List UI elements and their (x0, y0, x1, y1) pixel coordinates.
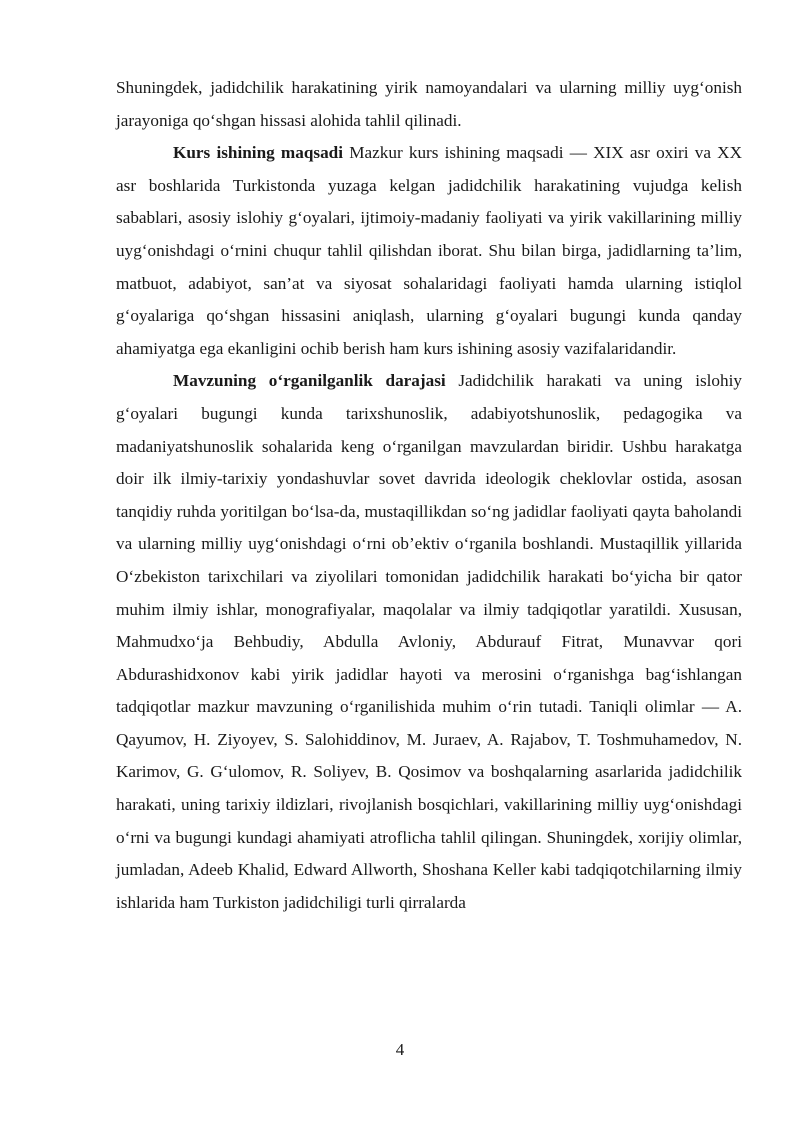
paragraph-intro-text: Shuningdek, jadidchilik harakatining yirik namoyandalari va ularning milliy uyg‘onish jarayoniga qo‘shgan hissasi alohida tahlil qilinadi. (116, 78, 742, 130)
paragraph-course-goal (116, 137, 742, 365)
paragraph-intro (116, 72, 742, 137)
heading-study-level: Mavzuning o‘rganilganlik darajasi (173, 371, 446, 391)
paragraph-course-goal-text: Mazkur kurs ishining maqsadi — XIX asr oxiri va XX asr boshlarida Turkistonda yuzaga kelgan jadidchilik harakatining vujudga kelish sabablari, asosiy islohiy g‘oyalari, ijtimoiy-madaniy faoliyati va yirik vakillarining milliy uyg‘onishdagi o‘rnini chuqur tahlil qilishdan iborat. Shu bilan birga, jadidlarning ta’lim, matbuot, adabiyot, san’at va siyosat sohalaridagi faoliyati hamda ularning istiqlol g‘oyalariga qo‘shgan hissasini aniqlash, ularning g‘oyalari bugungi kunda qanday ahamiyatga ega ekanligini ochib berish ham kurs ishining asosiy vazifalaridandir. (116, 143, 742, 358)
paragraph-study-level (116, 365, 742, 919)
body-text (116, 72, 742, 919)
page-number: 4 (395, 1040, 405, 1059)
paragraph-study-level-text: Jadidchilik harakati va uning islohiy g‘oyalari bugungi kunda tarixshunoslik, adabiyotshunoslik, pedagogika va madaniyatshunoslik sohalarida keng o‘rganilgan mavzulardan biridir. Ushbu harakatga doir ilk ilmiy-tarixiy yondashuvlar sovet davrida ideologik cheklovlar ostida, asosan tanqidiy ruhda yoritilgan bo‘lsa-da, mustaqillikdan so‘ng jadidlar faoliyati qayta baholandi va ularning milliy uyg‘onishdagi o‘rni ob’ektiv o‘rganila boshlandi. Mustaqillik yillarida O‘zbekiston tarixchilari va ziyolilari tomonidan jadidchilik harakati bo‘yicha bir qator muhim ilmiy ishlar, monografiyalar, maqolalar va ilmiy tadqiqotlar yaratildi. Xususan, Mahmudxo‘ja Behbudiy, Abdulla Avloniy, Abdurauf Fitrat, Munavvar qori Abdurashidxonov kabi yirik jadidlar hayoti va merosini o‘rganishga bag‘ishlangan tadqiqotlar mazkur mavzuning o‘rganilishida muhim o‘rin tutadi. Taniqli olimlar — A. Qayumov, H. Ziyoyev, S. Salohiddinov, M. Juraev, A. Rajabov, T. Toshmuhamedov, N. Karimov, G. G‘ulomov, R. Soliyev, B. Qosimov va boshqalarning asarlarida jadidchilik harakati, uning tarixiy ildizlari, rivojlanish bosqichlari, vakillarining milliy uyg‘onishdagi o‘rni va bugungi kundagi ahamiyati atroflicha tahlil qilingan. Shuningdek, xorijiy olimlar, jumladan, Adeeb Khalid, Edward Allworth, Shoshana Keller kabi tadqiqotchilarning ilmiy ishlarida ham Turkiston jadidchiligi turli qirralarda (116, 371, 742, 912)
heading-course-goal: Kurs ishining maqsadi (173, 143, 344, 163)
